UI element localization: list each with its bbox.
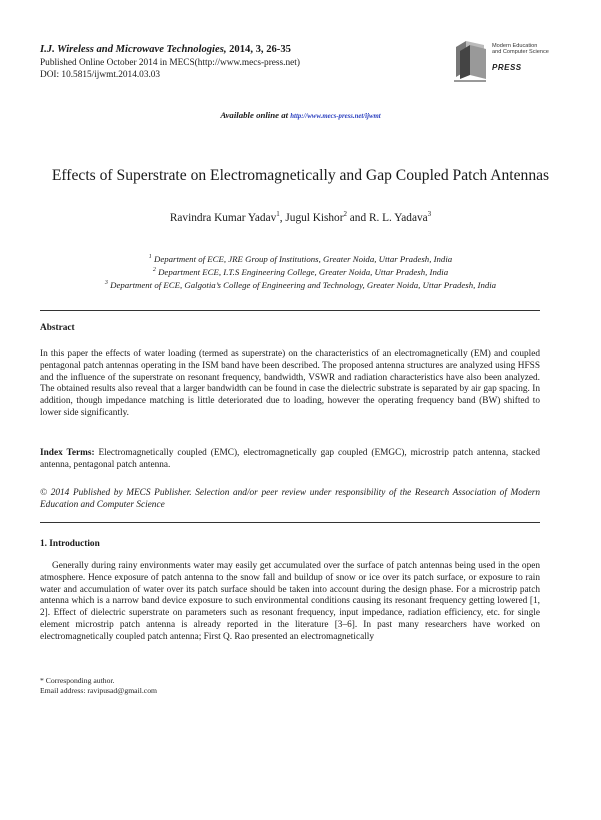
author-sup: 1: [276, 210, 280, 218]
abstract-text: In this paper the effects of water loading (termed as superstrate) on the characteristics of an electromagnetically (EM) and coupled pentagonal patch antennas operating in the ISM band have been described. The proposed antenna structures are analyzed using HFSS and the influence of the superstrate on resonant frequency, bandwidth, VSWR and radiation characteristics have also been analyzed. The obtained results also reveal that a larger bandwidth can be found in case the dielectric substrate is separated by air gap spacing. In addition, though impedance matching is little deteriorated due to loading, however the operating frequency band (BW) shifted to lower side significantly.: [40, 349, 540, 418]
footnote: [40, 676, 157, 696]
journal-url-link[interactable]: http://www.mecs-press.net/ijwmt: [290, 113, 381, 120]
index-terms: Index Terms: Electromagnetically coupled (EMC), electromagnetically gap coupled (EMGC), microstrip patch antenna, stacked antenna, pentagonal patch antenna.: [40, 448, 540, 470]
corresponding-author-note: * Corresponding author.: [40, 676, 115, 685]
divider: [40, 310, 540, 311]
copyright-notice: © 2014 Published by MECS Publisher. Selection and/or peer review under responsibility of the Research Association of Modern Education and Computer Science: [40, 488, 540, 510]
logo-press-text: PRESS: [492, 63, 522, 72]
book-stack-icon: [452, 37, 490, 83]
author-list: Ravindra Kumar Yadav$^1$, Jugul Kishor$^2$ and R. L. Yadava$^3$: [169, 210, 432, 224]
introduction-heading: 1. Introduction: [40, 539, 100, 549]
author-sup: 3: [427, 210, 432, 218]
affiliation: $^1$ Department of ECE, JRE Group of Institutions, Greater Noida, Uttar Pradesh, India: [148, 253, 453, 264]
author-name: R. L. Yadava: [368, 211, 428, 224]
introduction-text: Generally during rainy environments water may easily get accumulated over the surface of patch antennas being used in the open atmosphere. Hence exposure of patch antenna to the snow fall and buildup of snow or ice over its patch surface, or exposure to rain water and accumulation of water over its patch surface should be taken into account during the design phase. For a microstrip patch antenna which is a narrow band device exposure to such environmental conditions causing its resonant frequency getting lowered [1, 2]. Effect of dielectric superstrate on parameters such as resonant frequency, input impedance, radiation efficiency, etc. for single element microstrip patch antenna is already reported in the literature [3–6]. In past many researchers have worked on electromagnetically coupled patch antenna; First Q. Rao presented an electromagnetically: [40, 561, 540, 642]
journal-title: I.J. Wireless and Microwave Technologies, 2014, 3, 26-35: [40, 44, 291, 55]
author-name: Jugul Kishor: [285, 211, 344, 224]
journal-issue: 2014, 3, 26-35: [226, 44, 291, 55]
paper-title: Effects of Superstrate on Electromagnetically and Gap Coupled Patch Antennas: [51, 167, 550, 184]
divider: [40, 522, 540, 523]
published-online-line: Published Online October 2014 in MECS(http://www.mecs-press.net): [40, 58, 300, 68]
affiliation: $^3$ Department of ECE, Galgotia’s College of Engineering and Technology, Greater Noida, Uttar Pradesh, India: [104, 279, 497, 290]
author-sup: 2: [343, 210, 347, 218]
available-online-line: Available online at http://www.mecs-press.net/ijwmt: [220, 110, 381, 120]
index-terms-label: Index Terms:: [40, 448, 95, 458]
abstract-heading: Abstract: [40, 323, 75, 333]
publisher-logo: [452, 37, 552, 85]
affiliation: $^2$ Department ECE, I.T.S Engineering College, Greater Noida, Uttar Pradesh, India: [152, 266, 449, 277]
email-address: Email address: ravipusad@gmail.com: [40, 686, 158, 695]
author-name: Ravindra Kumar Yadav: [169, 211, 277, 224]
logo-text: Modern Education and Computer Science: [492, 43, 549, 55]
doi-line: DOI: 10.5815/ijwmt.2014.03.03: [40, 70, 161, 80]
